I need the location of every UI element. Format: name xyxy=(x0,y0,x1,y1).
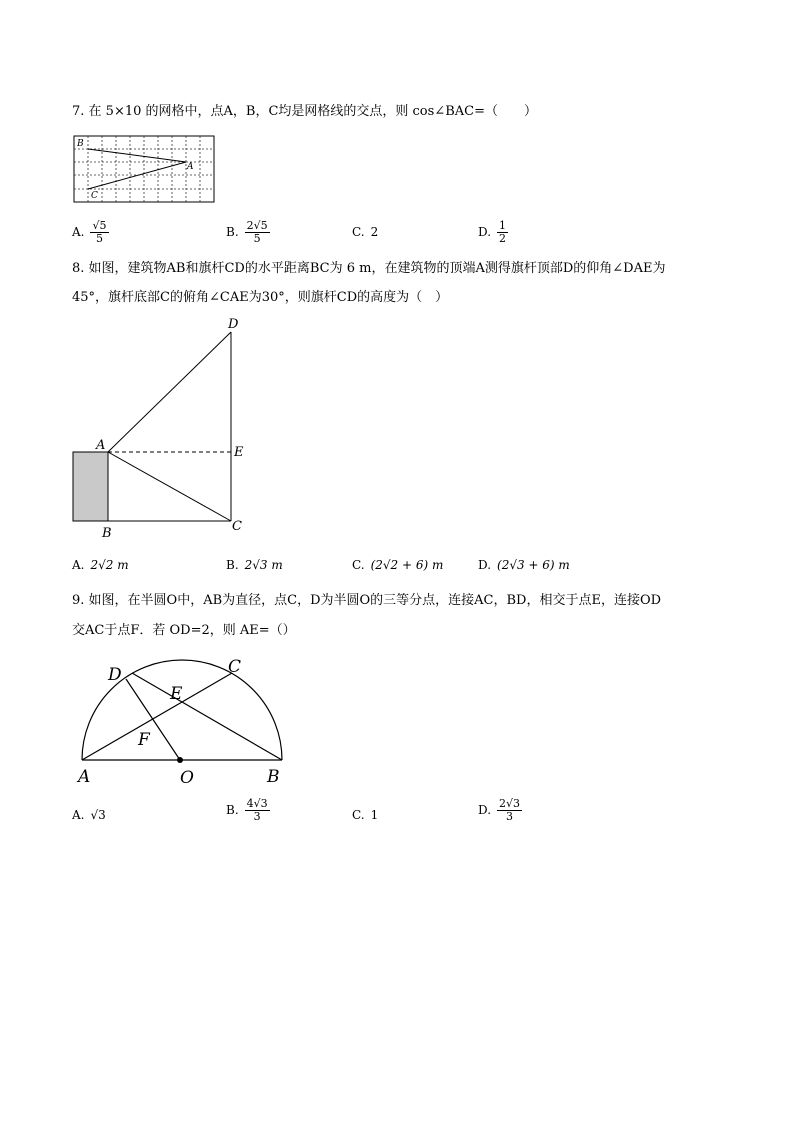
q9-stem-line2: 交AC于点F．若 OD=2，则 AE=（） xyxy=(72,623,296,638)
q9-label-f: F xyxy=(138,730,150,750)
q8-label-c: C xyxy=(232,519,242,534)
q8-option-c[interactable]: C. (2√2 + 6) m xyxy=(352,558,444,572)
q9-semicircle-figure xyxy=(70,652,295,787)
q7-label-c: C xyxy=(91,191,98,201)
q8-label-d: D xyxy=(228,317,239,332)
q9-label-a: A xyxy=(78,767,91,787)
q8-label-a: A xyxy=(96,438,106,453)
q8-label-b: B xyxy=(102,526,112,541)
q8-option-b[interactable]: B. 2√3 m xyxy=(226,558,283,572)
q9-stem-line1: 9. 如图，在半圆O中，AB为直径，点C，D为半圆O的三等分点，连接AC，BD，相交于点E，连接OD xyxy=(72,593,662,608)
q9-option-b[interactable]: B. $\frac{4√3}{3}$ xyxy=(226,797,268,823)
q7-option-b[interactable]: B. $\frac{2√5}{5}$ xyxy=(226,219,268,245)
q9-option-c[interactable]: C. 1 xyxy=(352,808,379,822)
q9-label-b: B xyxy=(267,767,280,787)
q7-option-a[interactable]: A. $\frac{√5}{5}$ xyxy=(72,219,107,245)
q8-stem-line1: 8. 如图，建筑物AB和旗杆CD的水平距离BC为 6 m，在建筑物的顶端A测得旗杆顶部D的仰角∠DAE为 xyxy=(72,261,666,276)
q8-label-e: E xyxy=(234,445,244,460)
q9-label-d: D xyxy=(108,665,122,685)
q9-option-d[interactable]: D. $\frac{2√3}{3}$ xyxy=(478,797,521,823)
q8-option-d[interactable]: D. (2√3 + 6) m xyxy=(478,558,570,572)
q8-flagpole-figure xyxy=(66,312,256,542)
q8-option-a[interactable]: A. 2√2 m xyxy=(72,558,129,572)
q9-label-c: C xyxy=(228,657,242,677)
q7-grid-figure xyxy=(72,132,217,204)
q7-option-c[interactable]: C. 2 xyxy=(352,225,379,239)
q7-stem: 7. 在 5×10 的网格中，点A，B，C均是网格线的交点，则 cos∠BAC=（ ） xyxy=(72,104,537,119)
q8-stem-line2: 45°，旗杆底部C的俯角∠CAE为30°，则旗杆CD的高度为（ ） xyxy=(72,290,449,305)
q9-option-a[interactable]: A. √3 xyxy=(72,808,106,822)
q7-label-b: B xyxy=(77,139,84,149)
q7-label-a: A xyxy=(187,162,194,172)
q9-label-e: E xyxy=(170,684,183,704)
q9-label-o: O xyxy=(180,768,194,787)
q7-option-d[interactable]: D. $\frac{1}{2}$ xyxy=(478,219,507,245)
